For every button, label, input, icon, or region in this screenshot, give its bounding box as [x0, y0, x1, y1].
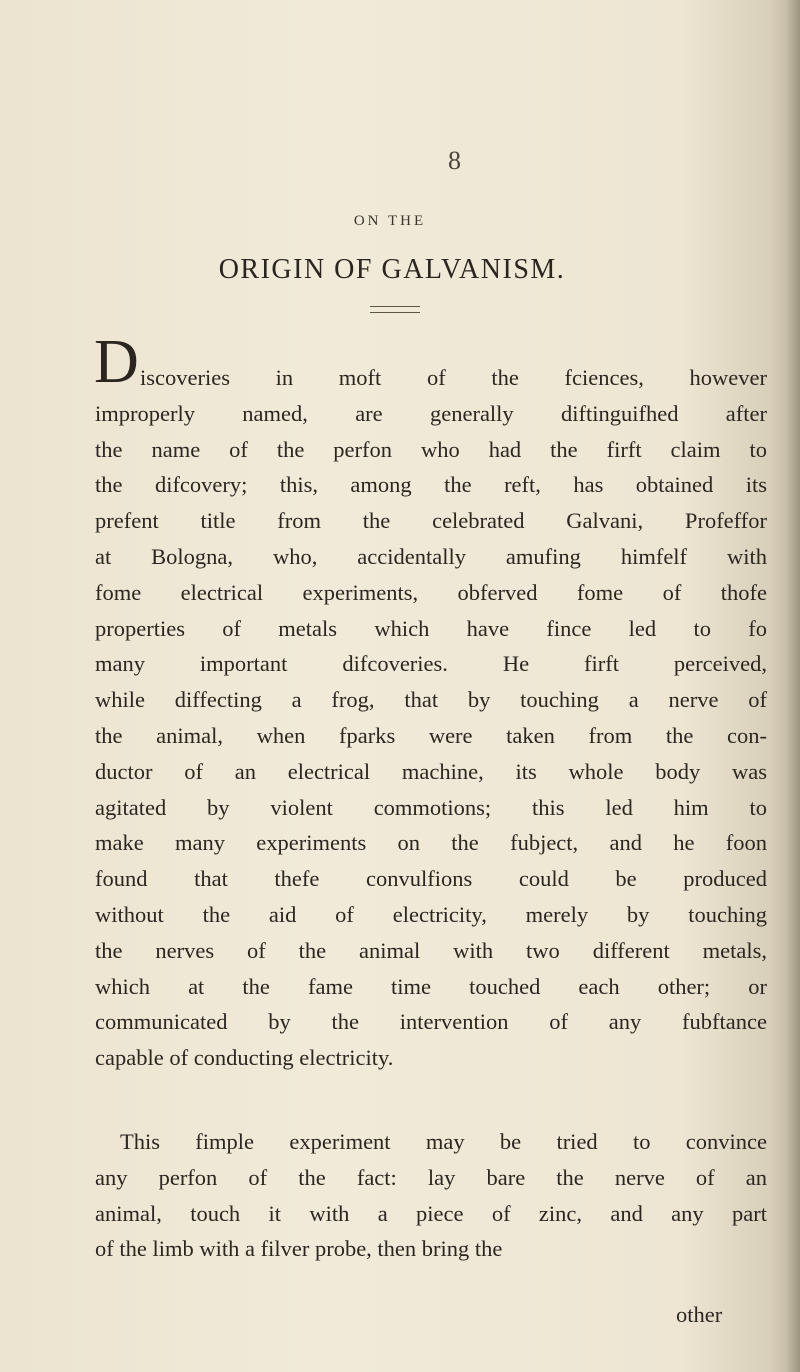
text-line: agitated by violent commotions; this led him to [95, 794, 767, 820]
title-rule-ornament [370, 306, 420, 313]
text-line: the animal, when fparks were taken from the con- [95, 722, 767, 748]
text-line: found that thefe convulfions could be produced [95, 866, 767, 892]
page-title: ORIGIN OF GALVANISM. [218, 254, 566, 285]
text-line: any perfon of the fact: lay bare the nerve of an [95, 1164, 767, 1190]
text-line: capable of conducting electricity. [95, 1045, 394, 1071]
text-line: prefent title from the celebrated Galvani, Profeffor [95, 508, 767, 534]
paragraph-2 [95, 1124, 767, 1267]
text-line: of the limb with a filver probe, then bring the [95, 1236, 503, 1262]
text-line: the name of the perfon who had the firft claim to [95, 436, 767, 462]
text-line: This fimple experiment may be tried to convince [120, 1129, 767, 1154]
text-line: at Bologna, who, accidentally amufing himfelf with [95, 543, 767, 569]
drop-cap: D [94, 328, 139, 396]
text-line: without the aid of electricity, merely by touching [95, 901, 767, 927]
text-line: iscoveries in moft of the fciences, however [140, 365, 767, 390]
text-line: which at the fame time touched each other; or [95, 973, 767, 999]
text-line: the nerves of the animal with two different metals, [95, 937, 767, 963]
text-line: properties of metals which have fince led to fo [95, 615, 767, 641]
text-line: communicated by the intervention of any fubftance [95, 1009, 767, 1035]
text-line: while diffecting a frog, that by touching a nerve of [95, 687, 767, 713]
text-line: make many experiments on the fubject, and he foon [95, 830, 767, 856]
text-line: ductor of an electrical machine, its whole body was [95, 758, 767, 784]
text-line: animal, touch it with a piece of zinc, and any part [95, 1200, 767, 1226]
page-edge [786, 0, 800, 1372]
text-line: many important difcoveries. He firft perceived, [95, 651, 767, 677]
text-line: the difcovery; this, among the reft, has obtained its [95, 472, 767, 498]
text-line: fome electrical experiments, obferved fome of thofe [95, 579, 767, 605]
catchword: other [676, 1302, 723, 1327]
running-head: ON THE [353, 213, 427, 229]
text-line: improperly named, are generally diftinguifhed after [95, 400, 767, 426]
paragraph-1 [95, 360, 767, 1076]
page-number: 8 [448, 146, 461, 175]
